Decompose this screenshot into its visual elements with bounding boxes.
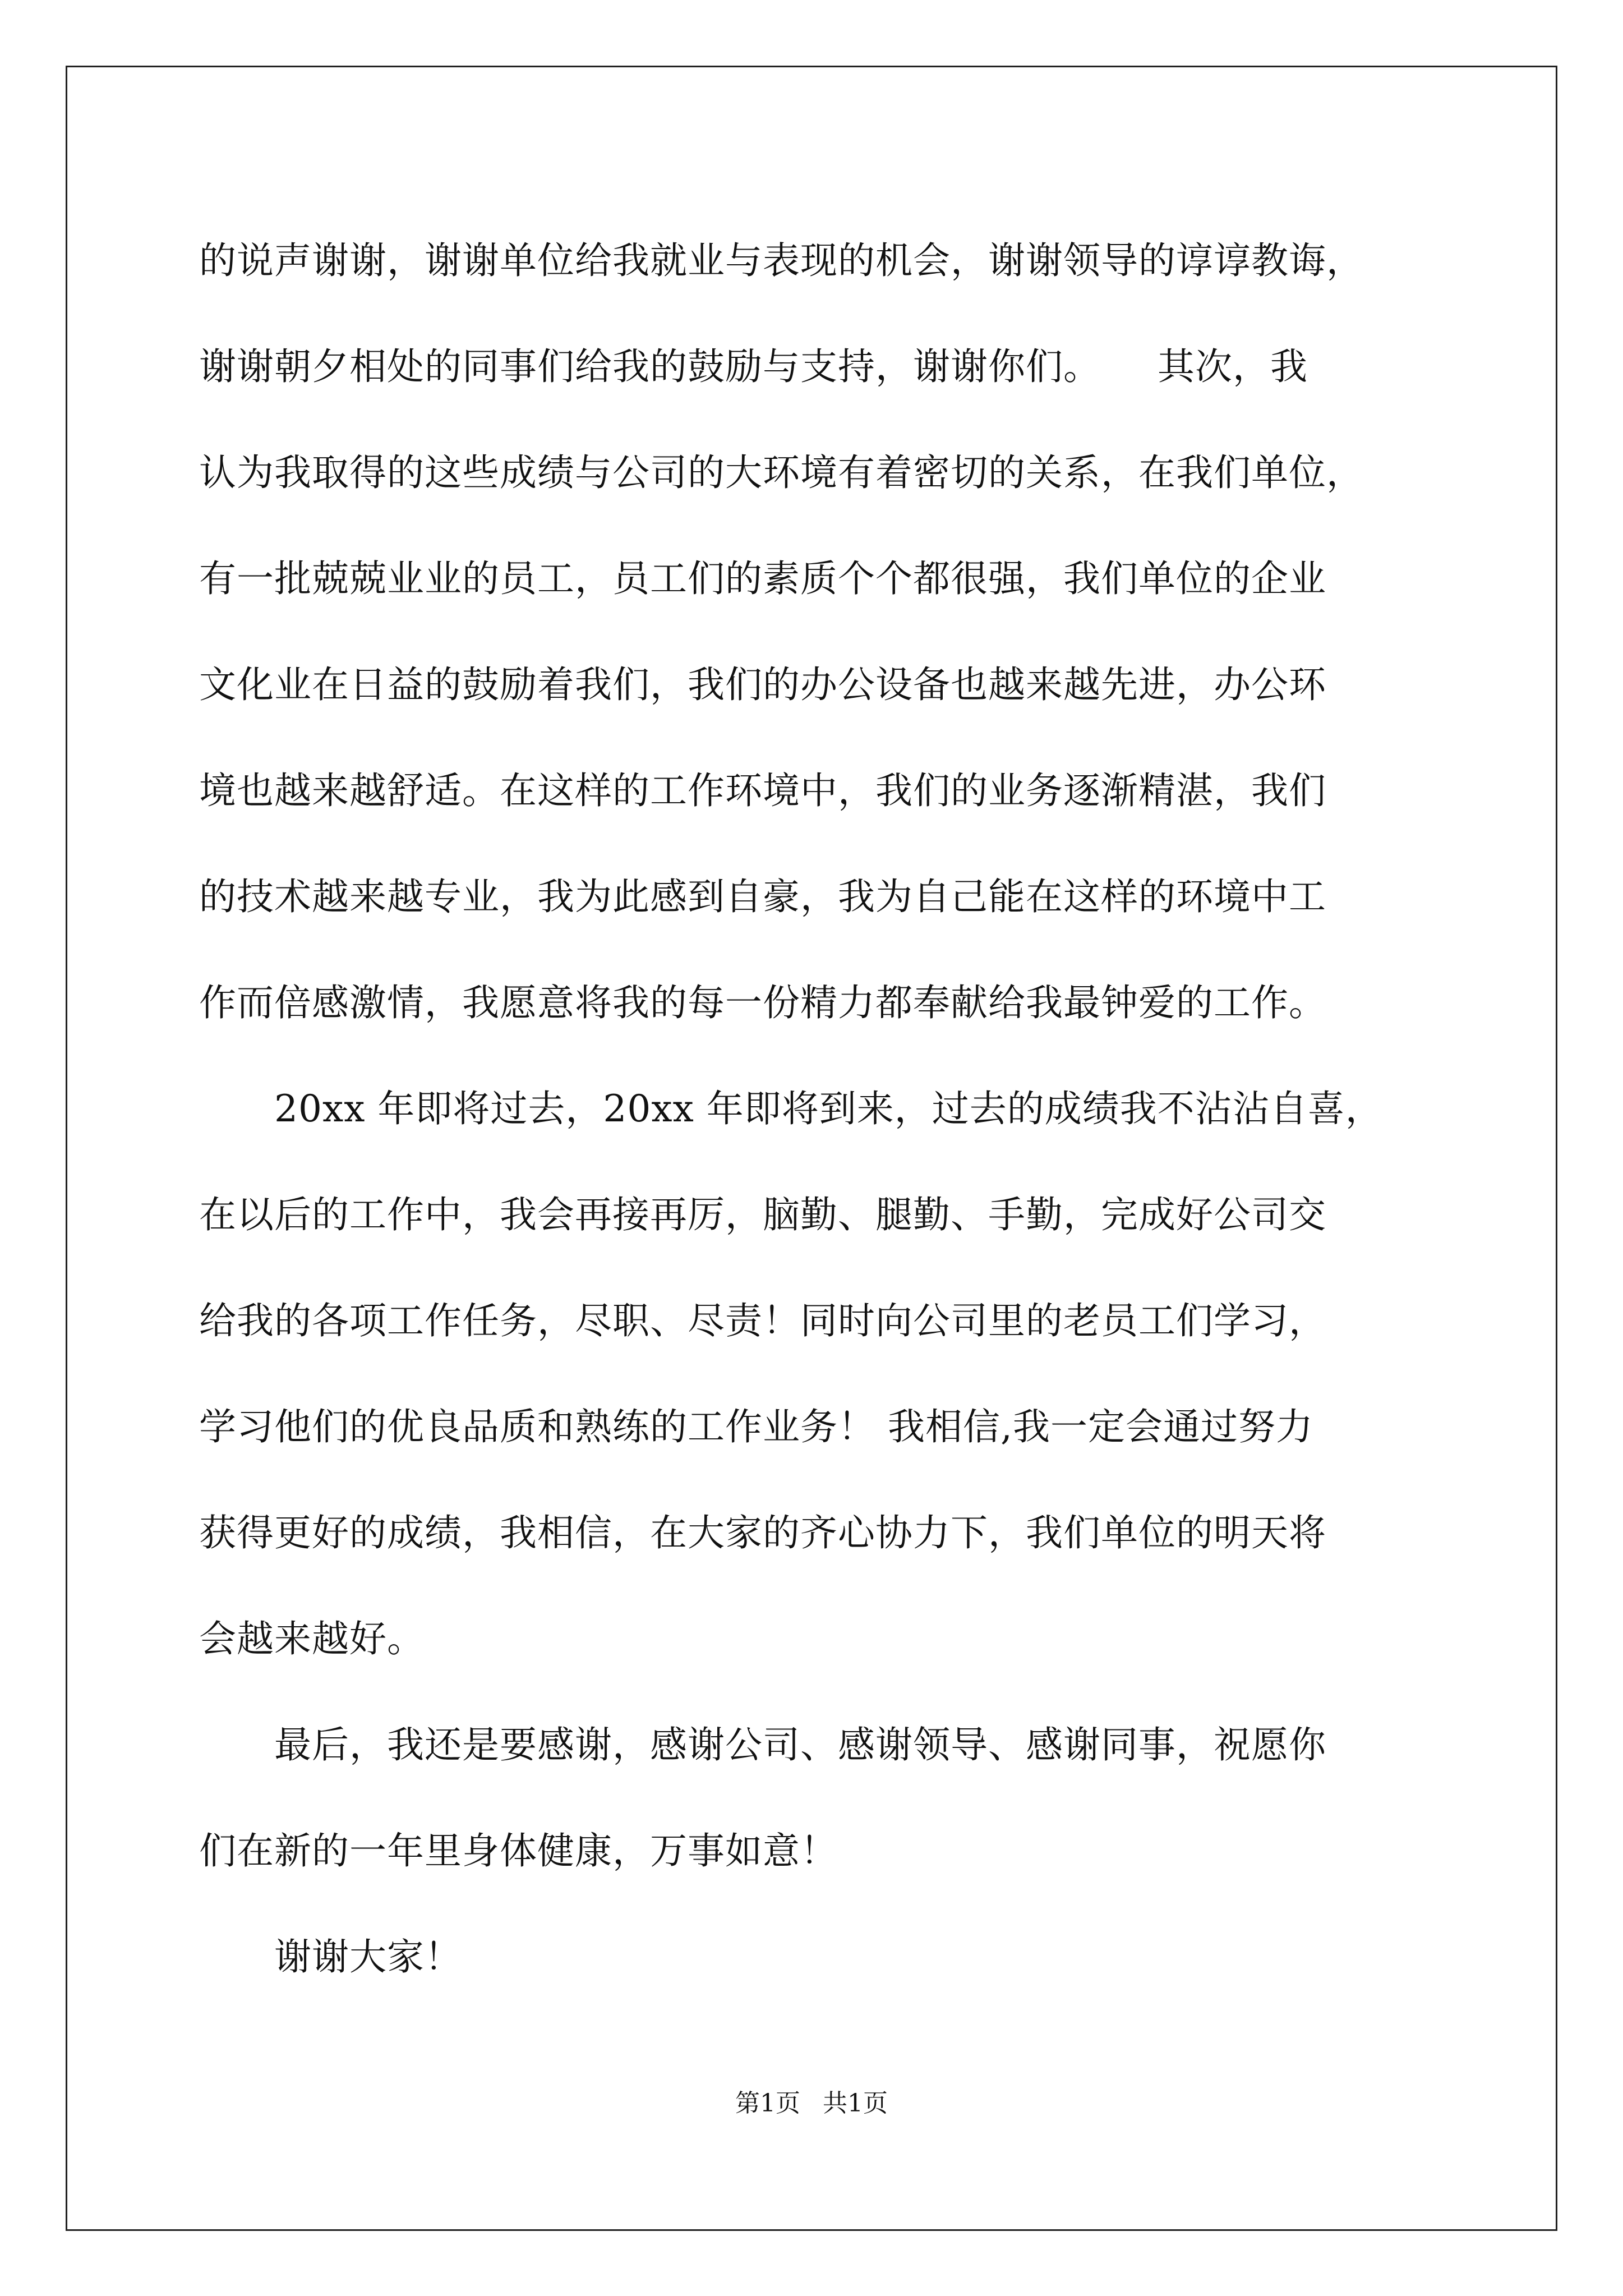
text-line: 给我的各项工作任务，尽职、尽责！同时向公司里的老员工们学习， [199, 1299, 1326, 1342]
text-line: 会越来越好。 [199, 1617, 425, 1660]
text-line: 谢谢朝夕相处的同事们给我的鼓励与支持，谢谢你们。 其次，我 [199, 345, 1308, 388]
text-line: 的技术越来越专业，我为此感到自豪，我为自己能在这样的环境中工 [199, 875, 1326, 918]
text-line: 获得更好的成绩，我相信，在大家的齐心协力下，我们单位的明天将 [199, 1511, 1326, 1554]
document-body [199, 208, 1438, 2010]
page-footer [0, 2087, 1623, 2120]
text-line: 的说声谢谢，谢谢单位给我就业与表现的机会，谢谢领导的谆谆教诲， [199, 239, 1364, 282]
page-number-total: 共1页 [823, 2089, 888, 2118]
page-number-current: 第1页 [735, 2089, 800, 2118]
text-line: 文化业在日益的鼓励着我们，我们的办公设备也越来越先进，办公环 [199, 663, 1326, 706]
text-line: 认为我取得的这些成绩与公司的大环境有着密切的关系，在我们单位， [199, 451, 1364, 494]
text-line: 学习他们的优良品质和熟练的工作业务！ 我相信,我一定会通过努力 [199, 1405, 1313, 1448]
text-line: 在以后的工作中，我会再接再厉，脑勤、腿勤、手勤，完成好公司交 [199, 1193, 1326, 1236]
text-line: 作而倍感激情，我愿意将我的每一份精力都奉献给我最钟爱的工作。 [199, 981, 1326, 1024]
text-line: 20xx 年即将过去，20xx 年即将到来，过去的成绩我不沾沾自喜， [199, 1087, 1383, 1130]
text-line: 谢谢大家！ [199, 1935, 462, 1978]
text-line: 最后，我还是要感谢，感谢公司、感谢领导、感谢同事，祝愿你 [199, 1723, 1326, 1766]
text-line: 们在新的一年里身体健康，万事如意！ [199, 1829, 838, 1872]
text-line: 有一批兢兢业业的员工，员工们的素质个个都很强，我们单位的企业 [199, 557, 1326, 600]
text-line: 境也越来越舒适。在这样的工作环境中，我们的业务逐渐精湛，我们 [199, 769, 1326, 812]
